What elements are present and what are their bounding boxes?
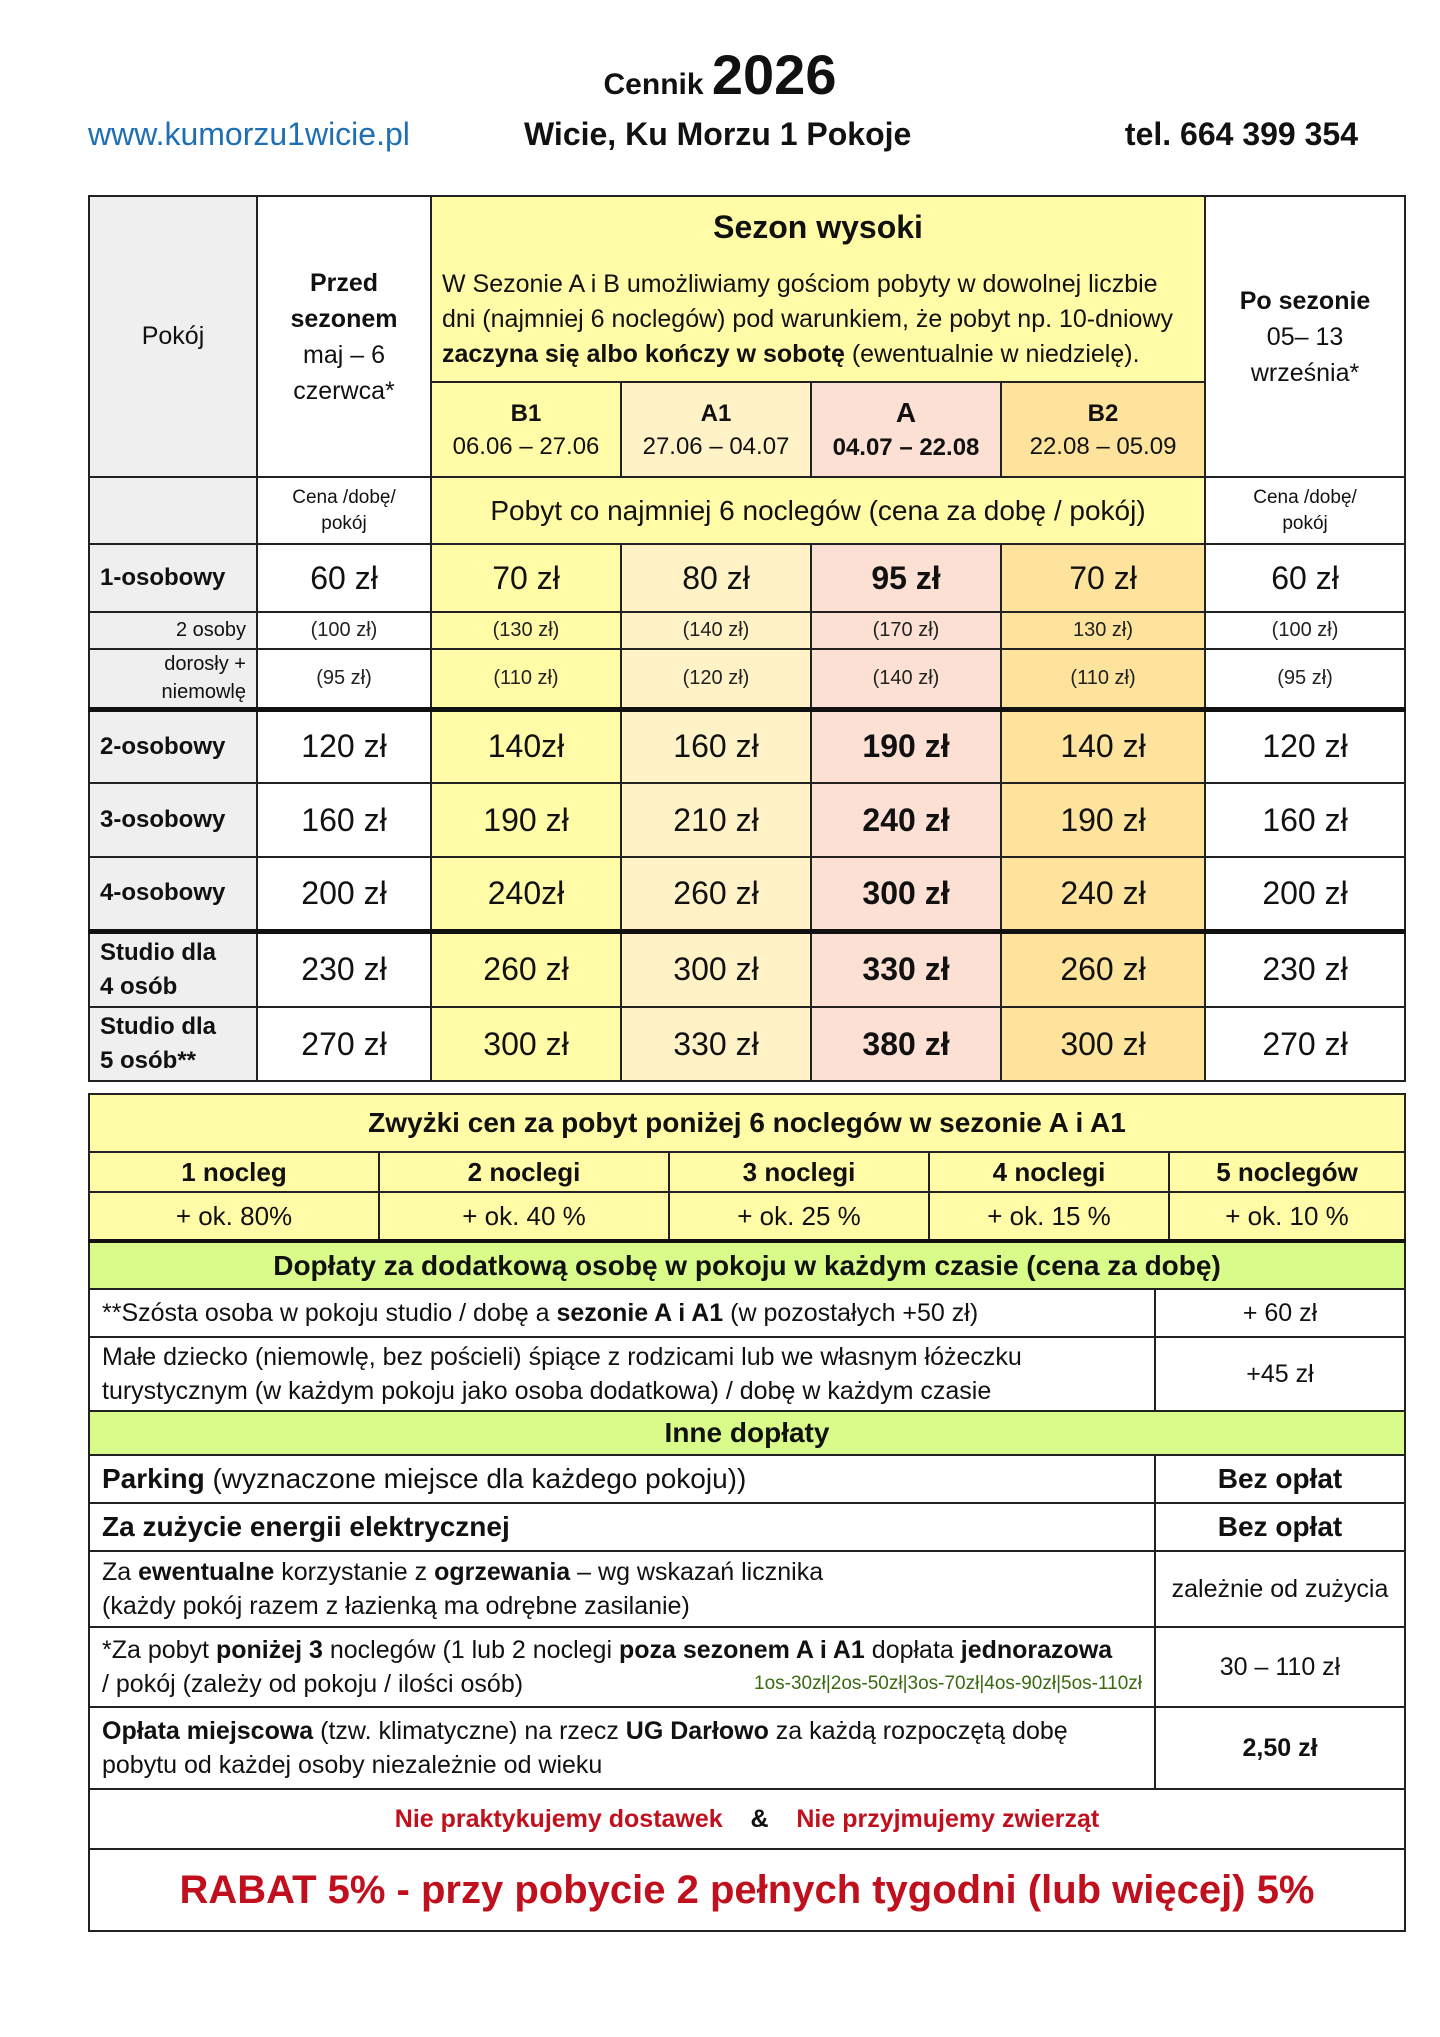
room-label-l1: Studio dla xyxy=(100,1013,216,1040)
increase-header: 1 nocleg xyxy=(89,1152,379,1192)
price-b1: 70 zł xyxy=(431,544,621,612)
infant-price: +45 zł xyxy=(1155,1337,1405,1411)
price-b1: 190 zł xyxy=(431,783,621,857)
pre-season-l3: maj – 6 xyxy=(303,340,385,369)
room-column-header: Pokój xyxy=(89,196,257,477)
price-post: 230 zł xyxy=(1205,931,1405,1007)
room-label: 4-osobowy xyxy=(89,857,257,931)
period-a-name: A xyxy=(895,396,917,428)
price-a: (170 zł) xyxy=(811,612,1001,649)
period-a1-dates: 27.06 – 04.07 xyxy=(642,432,790,460)
parking-rest: (wyznaczone miejsce dla każdego pokoju)) xyxy=(204,1463,747,1494)
price-a: 380 zł xyxy=(811,1007,1001,1081)
post-season-l3: września* xyxy=(1250,358,1360,387)
heating-l2: (każdy pokój razem z łazienką ma odrębne zasilanie) xyxy=(102,1592,690,1620)
price-unit-pre xyxy=(257,477,431,544)
price-unit-post-l2: pokój xyxy=(1282,512,1328,534)
pre-season-header xyxy=(257,196,431,477)
infant-text xyxy=(89,1337,1155,1411)
heating-d: ogrzewania xyxy=(434,1558,571,1586)
price-unit-post-l1: Cena /dobę/ xyxy=(1253,486,1357,508)
short-stay-a: *Za pobyt xyxy=(102,1636,216,1664)
price-a: 240 zł xyxy=(811,783,1001,857)
price-a1: (140 zł) xyxy=(621,612,811,649)
period-b2-name: B2 xyxy=(1087,399,1119,427)
table-row xyxy=(89,783,1405,857)
price-post: 270 zł xyxy=(1205,1007,1405,1081)
price-a1: 210 zł xyxy=(621,783,811,857)
price-post: 60 zł xyxy=(1205,544,1405,612)
price-a: 330 zł xyxy=(811,931,1001,1007)
local-tax-c: UG Darłowo xyxy=(625,1717,769,1745)
price-post: (100 zł) xyxy=(1205,612,1405,649)
sixth-person-c: (w pozostałych +50 zł) xyxy=(723,1299,979,1327)
heating-text xyxy=(89,1551,1155,1627)
price-b2: 300 zł xyxy=(1001,1007,1205,1081)
period-a xyxy=(811,382,1001,477)
price-pre: (100 zł) xyxy=(257,612,431,649)
increase-value: + ok. 80% xyxy=(89,1192,379,1240)
period-a1 xyxy=(621,382,811,477)
extra-person-title: Dopłaty za dodatkową osobę w pokoju w każdym czasie (cena za dobę) xyxy=(89,1241,1405,1289)
price-pre: 160 zł xyxy=(257,783,431,857)
price-post: 200 zł xyxy=(1205,857,1405,931)
increase-header: 4 noclegi xyxy=(929,1152,1169,1192)
table-row xyxy=(89,709,1405,783)
room-label xyxy=(89,649,257,709)
price-b2: 240 zł xyxy=(1001,857,1205,931)
increase-header: 3 noclegi xyxy=(669,1152,929,1192)
title-year: 2026 xyxy=(711,43,837,106)
short-stay-c: noclegów (1 lub 2 noclegi xyxy=(322,1636,619,1664)
period-b1 xyxy=(431,382,621,477)
room-label xyxy=(89,931,257,1007)
high-season-title: Sezon wysoki xyxy=(431,196,1205,257)
other-charges-title: Inne dopłaty xyxy=(89,1411,1405,1455)
high-season-text-a: W Sezonie A i B umożliwiamy gościom pobyty w dowolnej liczbie dni (najmniej 6 noclegów) pod warunkiem, że pobyt np. 10-dniowy xyxy=(442,269,1173,333)
price-pre: (95 zł) xyxy=(257,649,431,709)
increase-value: + ok. 25 % xyxy=(669,1192,929,1240)
local-tax-text xyxy=(89,1707,1155,1789)
price-pre: 120 zł xyxy=(257,709,431,783)
local-tax-d: za każdą rozpoczętą dobę xyxy=(768,1717,1068,1745)
heating-c: korzystanie z xyxy=(274,1558,435,1586)
infant-l1: Małe dziecko (niemowlę, bez pościeli) śpiące z rodzicami lub we własnym łóżeczku xyxy=(102,1343,1022,1371)
local-tax-l2: pobytu od każdej osoby niezależnie od wieku xyxy=(102,1751,603,1779)
room-label-l1: dorosły + xyxy=(164,653,246,676)
price-pre: 60 zł xyxy=(257,544,431,612)
price-b1: (110 zł) xyxy=(431,649,621,709)
period-a-dates: 04.07 – 22.08 xyxy=(832,433,980,461)
increase-value: + ok. 40 % xyxy=(379,1192,669,1240)
sixth-person-a: **Szósta osoba w pokoju studio / dobę a xyxy=(102,1299,557,1327)
sixth-person-price: + 60 zł xyxy=(1155,1289,1405,1337)
table-row xyxy=(89,544,1405,612)
price-b2: (110 zł) xyxy=(1001,649,1205,709)
policy-notes xyxy=(89,1789,1405,1849)
short-stay-text xyxy=(89,1627,1155,1707)
price-b2: 260 zł xyxy=(1001,931,1205,1007)
title-word: Cennik xyxy=(603,68,704,101)
price-b1: 240zł xyxy=(431,857,621,931)
local-tax-price: 2,50 zł xyxy=(1155,1707,1405,1789)
heating-price: zależnie od zużycia xyxy=(1155,1551,1405,1627)
energy-text: Za zużycie energii elektrycznej xyxy=(89,1503,1155,1551)
post-season-header xyxy=(1205,196,1405,477)
price-post: (95 zł) xyxy=(1205,649,1405,709)
increase-value: + ok. 15 % xyxy=(929,1192,1169,1240)
energy-price: Bez opłat xyxy=(1155,1503,1405,1551)
price-a1: 160 zł xyxy=(621,709,811,783)
price-table xyxy=(88,195,1406,1082)
parking-price: Bez opłat xyxy=(1155,1455,1405,1503)
infant-l2: turystycznym (w każdym pokoju jako osoba dodatkowa) / dobę w każdym czasie xyxy=(102,1377,992,1405)
high-season-text-end: (ewentualnie w niedzielę). xyxy=(844,339,1140,368)
price-b1: 140zł xyxy=(431,709,621,783)
short-stay-l2: / pokój (zależy od pokoju / ilości osób) xyxy=(102,1670,524,1698)
room-label: 2 osoby xyxy=(89,612,257,649)
price-a1: (120 zł) xyxy=(621,649,811,709)
table-row xyxy=(89,1007,1405,1081)
table-row xyxy=(89,649,1405,709)
price-b2: 70 zł xyxy=(1001,544,1205,612)
price-a1: 300 zł xyxy=(621,931,811,1007)
no-extra-beds: Nie praktykujemy dostawek xyxy=(394,1804,723,1833)
heating-a: Za xyxy=(102,1558,139,1586)
sixth-person-text xyxy=(89,1289,1155,1337)
price-unit-high: Pobyt co najmniej 6 noclegów (cena za dobę / pokój) xyxy=(431,477,1205,544)
parking-bold: Parking xyxy=(102,1463,205,1494)
sixth-person-b: sezonie A i A1 xyxy=(556,1299,724,1327)
price-b2: 130 zł) xyxy=(1001,612,1205,649)
high-season-text-bold: zaczyna się albo kończy w sobotę xyxy=(442,339,845,368)
increase-title: Zwyżki cen za pobyt poniżej 6 noclegów w sezonie A i A1 xyxy=(89,1094,1405,1152)
price-b1: 260 zł xyxy=(431,931,621,1007)
heating-e: – wg wskazań licznika xyxy=(570,1558,824,1586)
price-a: 300 zł xyxy=(811,857,1001,931)
table-row xyxy=(89,931,1405,1007)
room-label: 1-osobowy xyxy=(89,544,257,612)
local-tax-a: Opłata miejscowa xyxy=(102,1717,314,1745)
room-label-l1: Studio dla xyxy=(100,938,216,966)
high-season-text xyxy=(431,257,1205,382)
short-stay-price: 30 – 110 zł xyxy=(1155,1627,1405,1707)
price-post: 120 zł xyxy=(1205,709,1405,783)
price-a: 95 zł xyxy=(811,544,1001,612)
phone-number: tel. 664 399 354 xyxy=(1124,116,1358,152)
price-unit-post xyxy=(1205,477,1405,544)
website-link[interactable]: www.kumorzu1wicie.pl xyxy=(88,116,410,152)
price-pre: 270 zł xyxy=(257,1007,431,1081)
price-b2: 140 zł xyxy=(1001,709,1205,783)
period-b1-name: B1 xyxy=(510,399,542,427)
increase-table xyxy=(88,1093,1406,1241)
short-stay-detail: 1os-30zł|2os-50zł|3os-70zł|4os-90zł|5os-110zł xyxy=(754,1673,1142,1694)
period-b1-dates: 06.06 – 27.06 xyxy=(452,432,600,460)
increase-header: 2 noclegi xyxy=(379,1152,669,1192)
price-a1: 330 zł xyxy=(621,1007,811,1081)
no-pets: Nie przyjmujemy zwierząt xyxy=(796,1804,1100,1833)
price-a1: 260 zł xyxy=(621,857,811,931)
table-row xyxy=(89,857,1405,931)
price-pre: 230 zł xyxy=(257,931,431,1007)
price-b1: 300 zł xyxy=(431,1007,621,1081)
heating-b: ewentualne xyxy=(138,1558,275,1586)
post-season-l2: 05– 13 xyxy=(1266,322,1344,351)
increase-value: + ok. 10 % xyxy=(1169,1192,1405,1240)
place-name: Wicie, Ku Morzu 1 Pokoje xyxy=(524,116,912,152)
local-tax-b: (tzw. klimatyczne) na rzecz xyxy=(313,1717,626,1745)
room-label: 2-osobowy xyxy=(89,709,257,783)
short-stay-f: jednorazowa xyxy=(960,1636,1113,1664)
post-season-l1: Po sezonie xyxy=(1239,286,1371,315)
ampersand: & xyxy=(750,1804,769,1833)
price-unit-pre-l2: pokój xyxy=(321,512,367,534)
pre-season-l1: Przed xyxy=(309,268,379,297)
table-row xyxy=(89,612,1405,649)
pre-season-l4: czerwca* xyxy=(293,376,395,405)
price-b1: (130 zł) xyxy=(431,612,621,649)
price-pre: 200 zł xyxy=(257,857,431,931)
price-a: (140 zł) xyxy=(811,649,1001,709)
page-title xyxy=(0,42,1440,107)
pre-season-l2: sezonem xyxy=(290,304,398,333)
subheader xyxy=(88,116,1358,156)
period-a1-name: A1 xyxy=(700,399,732,427)
discount-banner: RABAT 5% - przy pobycie 2 pełnych tygodni (lub więcej) 5% xyxy=(89,1849,1405,1931)
room-label-l2: niemowlę xyxy=(161,681,246,704)
short-stay-d: poza sezonem A i A1 xyxy=(618,1636,865,1664)
room-label: 3-osobowy xyxy=(89,783,257,857)
parking-text xyxy=(89,1455,1155,1503)
room-label xyxy=(89,1007,257,1081)
room-label-l2: 5 osób** xyxy=(100,1047,197,1074)
period-b2 xyxy=(1001,382,1205,477)
extra-charges-table xyxy=(88,1239,1406,1932)
period-b2-dates: 22.08 – 05.09 xyxy=(1029,432,1177,460)
price-unit-pre-l1: Cena /dobę/ xyxy=(292,486,396,508)
price-a: 190 zł xyxy=(811,709,1001,783)
price-a1: 80 zł xyxy=(621,544,811,612)
empty-cell xyxy=(89,477,257,544)
price-b2: 190 zł xyxy=(1001,783,1205,857)
price-post: 160 zł xyxy=(1205,783,1405,857)
short-stay-b: poniżej 3 xyxy=(215,1636,323,1664)
short-stay-e: dopłata xyxy=(864,1636,961,1664)
room-label-l2: 4 osób xyxy=(100,972,178,1000)
increase-header: 5 noclegów xyxy=(1169,1152,1405,1192)
